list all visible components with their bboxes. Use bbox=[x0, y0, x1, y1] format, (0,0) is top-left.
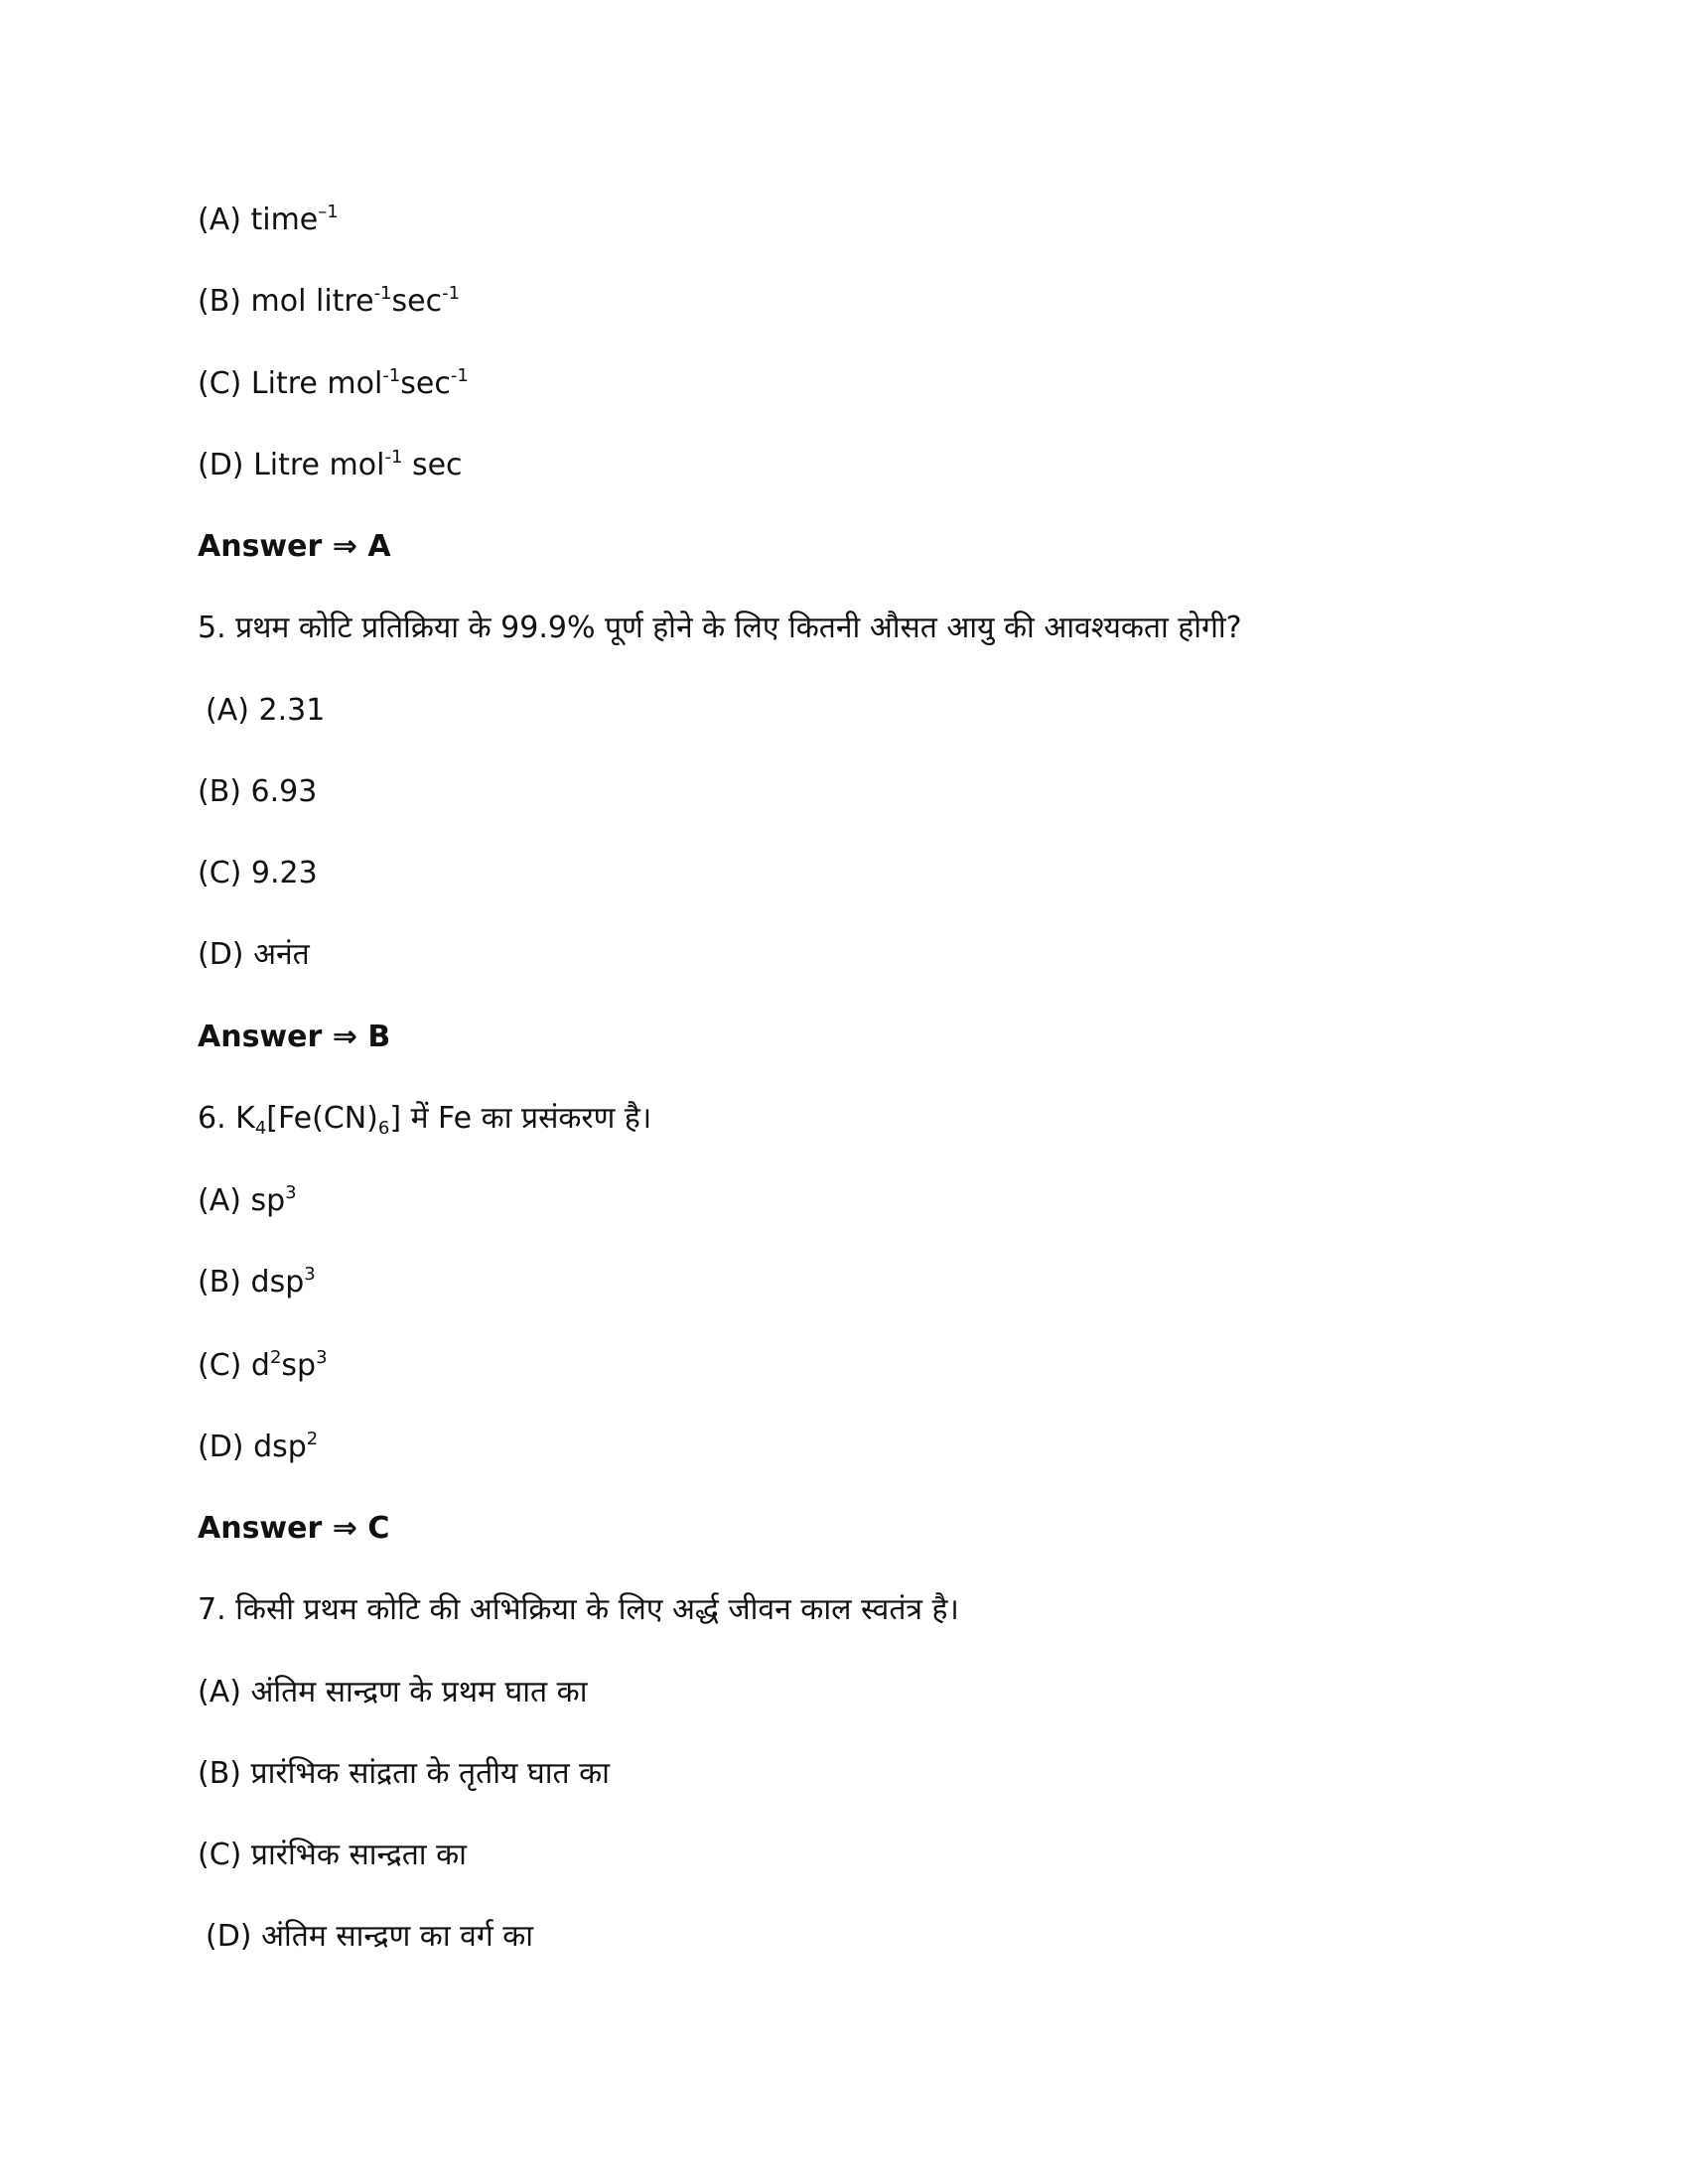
question-text: ] में Fe का प्रसंकरण है। bbox=[389, 1101, 652, 1136]
q6-answer: Answer ⇒ C bbox=[198, 1511, 390, 1546]
q6-option-a bbox=[198, 1181, 297, 1221]
option-label: (C) bbox=[198, 856, 242, 890]
option-text: dsp bbox=[250, 1265, 305, 1299]
superscript: 3 bbox=[285, 1182, 297, 1203]
option-text: d bbox=[250, 1348, 270, 1383]
q7-option-c bbox=[198, 1836, 467, 1875]
option-label: (D) bbox=[198, 448, 244, 482]
subscript: 6 bbox=[377, 1118, 390, 1139]
q5-answer: Answer ⇒ B bbox=[198, 1020, 391, 1054]
option-label: (C) bbox=[198, 1838, 242, 1872]
question-text: [Fe(CN) bbox=[266, 1101, 378, 1136]
superscript: 3 bbox=[316, 1347, 328, 1368]
option-label: (B) bbox=[198, 1756, 241, 1791]
option-label: (A) bbox=[206, 693, 249, 728]
option-label: (C) bbox=[198, 1348, 242, 1383]
option-text: dsp bbox=[253, 1430, 307, 1464]
q4-answer: Answer ⇒ A bbox=[198, 529, 391, 564]
option-label: (B) bbox=[198, 1265, 241, 1299]
option-text: sec bbox=[391, 284, 443, 319]
option-text: अंतिम सान्द्रण का वर्ग का bbox=[261, 1919, 534, 1954]
option-label: (D) bbox=[206, 1919, 252, 1954]
option-text: mol litre bbox=[250, 284, 374, 319]
option-text: sec bbox=[402, 448, 463, 482]
option-label: (A) bbox=[198, 1183, 241, 1218]
superscript: -1 bbox=[382, 365, 401, 386]
option-text: अनंत bbox=[253, 937, 310, 972]
q7-option-b bbox=[198, 1754, 610, 1794]
option-text: प्रारंभिक सान्द्रता का bbox=[250, 1838, 467, 1872]
superscript: 2 bbox=[269, 1347, 282, 1368]
subscript: 4 bbox=[254, 1118, 267, 1139]
option-text: 6.93 bbox=[250, 774, 318, 809]
q4-option-a bbox=[198, 201, 339, 240]
option-label: (A) bbox=[198, 203, 241, 237]
q6-option-d bbox=[198, 1428, 318, 1467]
option-text: 2.31 bbox=[258, 693, 326, 728]
option-text: sp bbox=[250, 1183, 286, 1218]
option-text: Litre mol bbox=[253, 448, 385, 482]
option-label: (D) bbox=[198, 937, 244, 972]
q5-option-d bbox=[198, 935, 310, 975]
option-text: Litre mol bbox=[250, 366, 383, 401]
option-text: sp bbox=[281, 1348, 317, 1383]
q4-option-b bbox=[198, 282, 460, 322]
superscript: -1 bbox=[373, 283, 392, 304]
q6-question bbox=[198, 1099, 651, 1139]
q5-question: 5. प्रथम कोटि प्रतिक्रिया के 99.9% पूर्ण होने के लिए कितनी औसत आयु की आवश्यकता होगी? bbox=[198, 611, 1242, 645]
option-label: (A) bbox=[198, 1675, 241, 1709]
superscript: -1 bbox=[450, 365, 469, 386]
option-label: (B) bbox=[198, 284, 241, 319]
q7-option-d bbox=[206, 1917, 533, 1957]
question-text: 6. K bbox=[198, 1101, 255, 1136]
option-label: (B) bbox=[198, 774, 241, 809]
q5-option-c bbox=[198, 854, 318, 893]
option-text: 9.23 bbox=[250, 856, 318, 890]
superscript: -1 bbox=[442, 283, 461, 304]
q5-option-a bbox=[206, 691, 325, 731]
option-text: sec bbox=[400, 366, 451, 401]
option-text: प्रारंभिक सांद्रता के तृतीय घात का bbox=[250, 1756, 610, 1791]
superscript: 2 bbox=[306, 1429, 319, 1449]
q7-option-a bbox=[198, 1673, 587, 1712]
option-text: time bbox=[250, 203, 319, 237]
superscript: –1 bbox=[318, 202, 339, 222]
superscript: 3 bbox=[304, 1264, 316, 1285]
q5-option-b bbox=[198, 772, 317, 812]
option-label: (D) bbox=[198, 1430, 244, 1464]
option-label: (C) bbox=[198, 366, 242, 401]
q4-option-d bbox=[198, 446, 463, 485]
q6-option-b bbox=[198, 1263, 316, 1302]
q4-option-c bbox=[198, 364, 469, 404]
option-text: अंतिम सान्द्रण के प्रथम घात का bbox=[250, 1675, 588, 1709]
q6-option-c bbox=[198, 1346, 328, 1386]
q7-question: 7. किसी प्रथम कोटि की अभिक्रिया के लिए अर्द्ध जीवन काल स्वतंत्र है। bbox=[198, 1592, 959, 1627]
superscript: -1 bbox=[384, 447, 403, 468]
